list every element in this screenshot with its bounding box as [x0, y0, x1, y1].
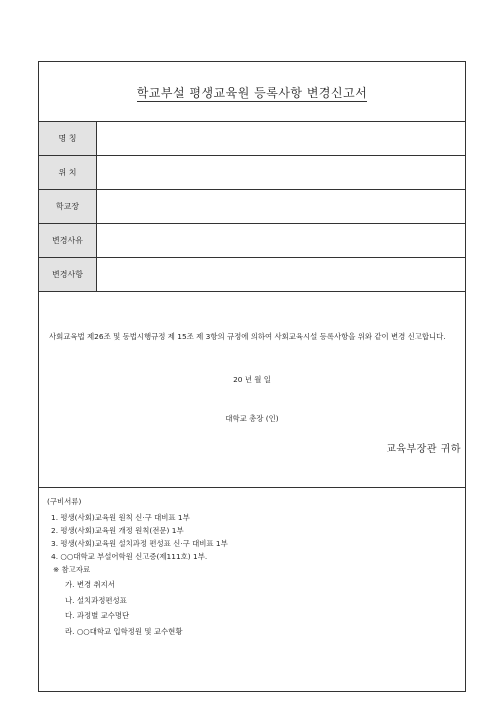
field-label-change-details: 변경사항 — [39, 258, 97, 291]
reference-item: 가. 변경 취지서 — [65, 580, 115, 589]
title-row — [39, 62, 465, 122]
field-label-name: 명 칭 — [39, 122, 97, 155]
field-value-name[interactable] — [97, 122, 465, 155]
attachments-section — [39, 488, 465, 693]
attachment-item: 3. 평생(사회)교육원 설치과정 편성표 신·구 대비표 1부 — [51, 539, 228, 548]
field-row-location — [39, 156, 465, 190]
declaration-text: 사회교육법 제26조 및 동법시행규정 제 15조 제 3항의 규정에 의하여 사회교육시설 등록사항을 위와 같이 변경 신고합니다. — [49, 332, 446, 341]
declaration-date: 20 년 월 일 — [233, 375, 271, 384]
field-value-change-reason[interactable] — [97, 224, 465, 257]
reference-item: 다. 과정별 교수명단 — [65, 611, 130, 620]
attachments-list — [51, 511, 228, 563]
declaration-recipient: 교육부장관 귀하 — [386, 444, 461, 455]
reference-list — [65, 577, 182, 639]
field-row-principal — [39, 190, 465, 224]
form-title: 학교부설 평생교육원 등록사항 변경신고서 — [136, 86, 368, 100]
field-row-name — [39, 122, 465, 156]
field-value-change-details[interactable] — [97, 258, 465, 291]
form-title-container — [39, 84, 465, 101]
attachments-heading: (구비서류) — [47, 497, 82, 506]
field-label-principal: 학교장 — [39, 190, 97, 223]
field-label-location: 위 치 — [39, 156, 97, 189]
form-frame — [38, 61, 466, 692]
field-value-principal[interactable] — [97, 190, 465, 223]
reference-item: 라. ○○대학교 입학정원 및 교수현황 — [65, 626, 183, 636]
reference-item: 나. 설치과정편성표 — [65, 595, 127, 605]
attachment-item: 2. 평생(사회)교육원 개정 원칙(전문) 1부 — [51, 526, 184, 535]
attachment-item: 4. ○○대학교 부설어학원 신고증(제111호) 1부. — [51, 552, 208, 561]
declaration-section — [39, 292, 465, 488]
declaration-signer: 대학교 총장 (인) — [225, 414, 279, 423]
attachment-item: 1. 평생(사회)교육원 원칙 신·구 대비표 1부 — [51, 513, 190, 522]
field-label-change-reason: 변경사유 — [39, 224, 97, 257]
reference-heading: ※ 참고자료 — [53, 565, 91, 574]
field-row-change-reason — [39, 224, 465, 258]
field-value-location[interactable] — [97, 156, 465, 189]
field-row-change-details — [39, 258, 465, 292]
